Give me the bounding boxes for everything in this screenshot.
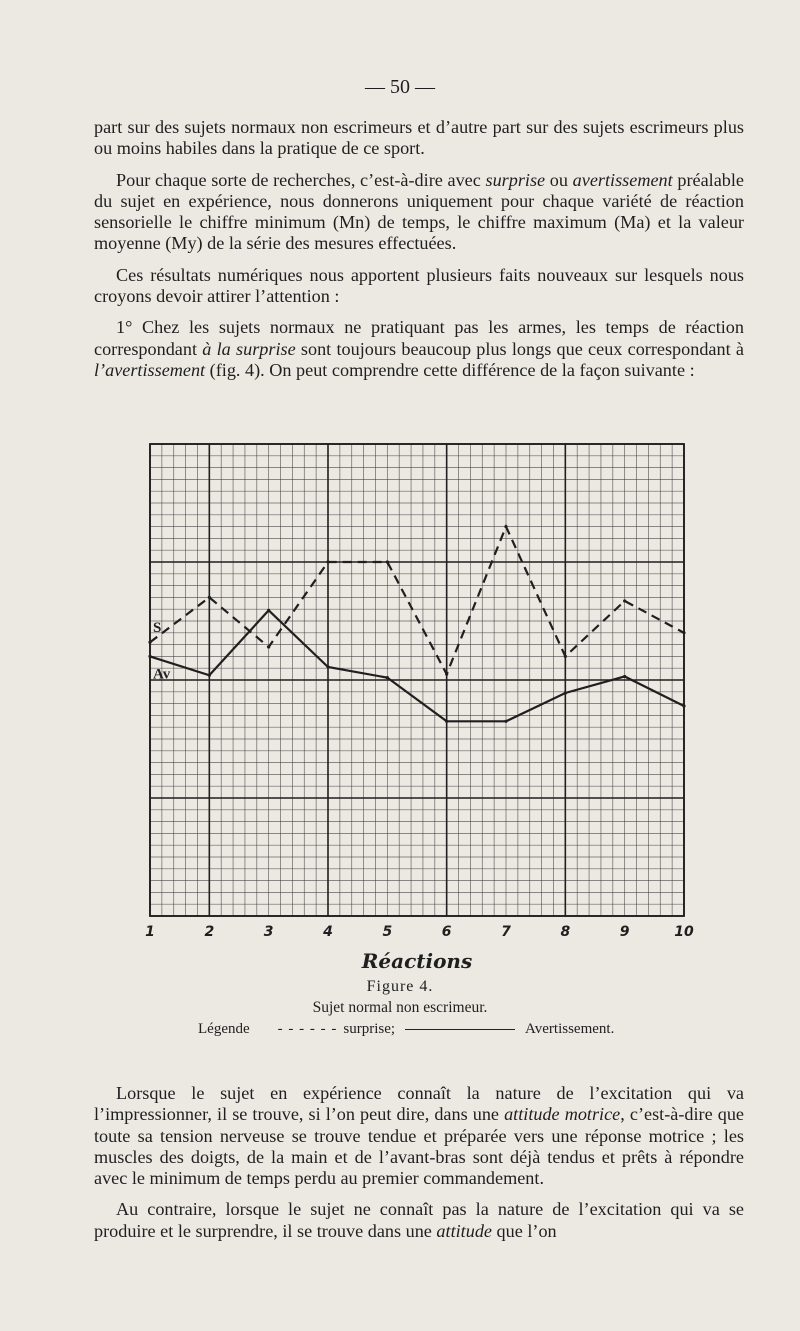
paragraph-3-text: Ces résultats numériques nous apportent plusieurs faits nouveaux sur lesquels nous croyons devoir attirer l’attention :	[94, 264, 744, 307]
paragraph-5-em-attitude-motrice: attitude motrice	[504, 1104, 621, 1125]
data-point-s	[504, 525, 507, 528]
paragraph-4-em-avertissement: l’avertissement	[94, 359, 206, 380]
legend-label: Légende	[198, 1021, 250, 1037]
legend-avertissement: Avertissement.	[525, 1021, 615, 1037]
paragraph-2-em-surprise: surprise	[485, 169, 546, 190]
paragraph-4-text-b: sont toujours beaucoup plus longs que ceux correspondant à	[295, 338, 744, 359]
data-point-av	[148, 655, 151, 658]
data-point-s	[564, 655, 567, 658]
figure-4-chart	[138, 438, 698, 978]
legend-solid-sample	[405, 1029, 515, 1030]
text-block-top	[94, 117, 744, 391]
data-point-s	[326, 560, 329, 563]
x-tick-label: 10	[674, 924, 694, 940]
x-axis-label: Réactions	[361, 949, 473, 973]
data-point-s	[445, 673, 448, 676]
legend-dash-sample: - - - - - -	[277, 1021, 338, 1037]
paragraph-2-text-c: préalable du sujet en expérience, nous donnerons uniquement pour chaque variété de réaction sensorielle le chiffre minimum (Mn) de temps, le chiffre maximum (Ma) et la valeur moyenne (My) de la série des mesures effectuées.	[94, 169, 745, 254]
paragraph-6	[94, 1199, 744, 1242]
data-point-s	[386, 560, 389, 563]
data-point-av	[208, 674, 211, 677]
x-tick-label: 9	[619, 924, 630, 940]
data-point-av	[386, 676, 389, 679]
data-point-av	[445, 720, 448, 723]
paragraph-4	[94, 317, 744, 381]
x-tick-label: 8	[560, 924, 571, 940]
page-number: — 50 —	[365, 76, 435, 98]
x-tick-label: 7	[501, 924, 511, 940]
paragraph-3	[94, 265, 744, 308]
paragraph-1-text: part sur des sujets normaux non escrimeurs et d’autre part sur des sujets escrimeurs plus ou moins habiles dans la pratique de ce sport.	[94, 117, 744, 159]
data-point-s	[623, 599, 626, 602]
paragraph-1	[94, 117, 744, 160]
paragraph-6-text-a: Au contraire, lorsque le sujet ne connaît pas la nature de l’excitation qui va se produire et le surprendre, il se trouve dans une	[94, 1199, 744, 1241]
data-point-av	[267, 609, 270, 612]
text-block-bottom	[94, 1083, 744, 1252]
paragraph-4-text-a: 1° Chez les sujets normaux ne pratiquant pas les armes, les temps de réaction correspondant	[94, 317, 744, 359]
paragraph-6-text-b: que l’on	[492, 1220, 557, 1241]
x-tick-label: 4	[323, 924, 333, 940]
data-point-av	[682, 704, 685, 707]
x-tick-label: 3	[263, 924, 274, 940]
x-tick-label: 5	[382, 924, 393, 940]
paragraph-5	[94, 1083, 744, 1189]
paragraph-4-text-c: (fig. 4). On peut comprendre cette différence de la façon suivante :	[205, 359, 695, 380]
data-point-av	[504, 720, 507, 723]
data-point-s	[208, 596, 211, 599]
data-point-s	[148, 641, 151, 644]
paragraph-4-em-surprise: à la surprise	[202, 338, 296, 359]
series-label-av: Av	[153, 666, 171, 683]
x-tick-label: 2	[204, 924, 215, 940]
paragraph-5-text-a: Lorsque le sujet en expérience connaît la nature de l’excitation qui va l’impressionner, il se trouve, si l’on peut dire, dans une	[94, 1083, 744, 1125]
series-label-s: S	[153, 620, 162, 637]
x-tick-label: 1	[145, 924, 155, 940]
paragraph-2-text-b: ou	[545, 169, 573, 190]
chart-svg	[138, 438, 698, 978]
paragraph-6-em-attitude: attitude	[436, 1220, 492, 1241]
paragraph-5-text-b: , c’est-à-dire que toute sa tension nerveuse se trouve tendue et préparée vers une réponse motrice ; les muscles des doigts, de la main et de l’avant-bras sont déjà tendus et prêts à répondre avec le minimum de temps perdu au premier commandement.	[94, 1104, 744, 1189]
figure-legend	[198, 1021, 658, 1038]
data-point-av	[564, 691, 567, 694]
figure-subtitle: Sujet normal non escrimeur.	[312, 999, 488, 1016]
x-tick-label: 6	[441, 924, 452, 940]
data-point-s	[267, 645, 270, 648]
data-point-s	[682, 631, 685, 634]
paragraph-2-em-avertissement: avertissement	[572, 169, 673, 190]
figure-title: Figure 4.	[366, 978, 434, 995]
data-point-av	[326, 665, 329, 668]
legend-surprise: surprise;	[343, 1021, 396, 1037]
paragraph-2	[94, 170, 744, 255]
paragraph-2-text-a: Pour chaque sorte de recherches, c’est-à-dire avec	[116, 169, 486, 190]
series-line-av	[150, 610, 684, 721]
data-point-av	[623, 675, 626, 678]
